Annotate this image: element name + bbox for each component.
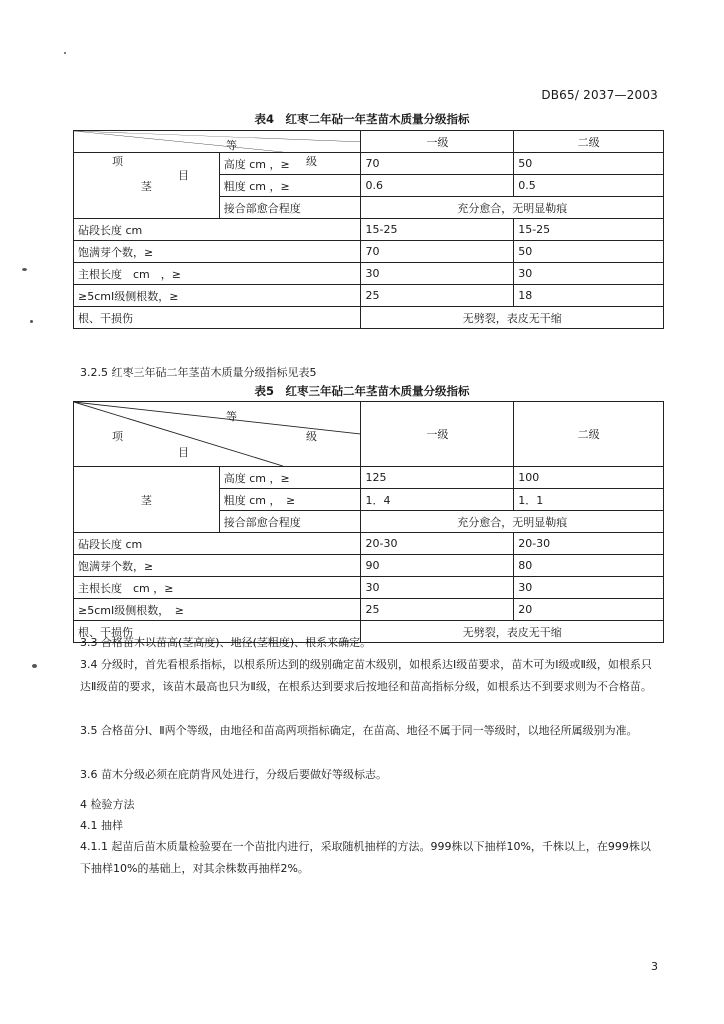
grade1-value: 25 <box>361 599 514 621</box>
table-row <box>74 219 664 241</box>
grade1-value: 90 <box>361 555 514 577</box>
scan-speck <box>64 52 66 54</box>
merged-value: 无劈裂，表皮无干缩 <box>361 307 664 329</box>
header-grade2: 二级 <box>514 131 664 153</box>
grade1-value: 25 <box>361 285 514 307</box>
grade2-value: 15-25 <box>514 219 664 241</box>
scan-speck <box>30 320 33 323</box>
header-grade1: 一级 <box>361 131 514 153</box>
table5 <box>73 401 664 643</box>
grade1-value: 30 <box>361 263 514 285</box>
grade2-value: 20-30 <box>514 533 664 555</box>
scan-speck <box>22 268 27 271</box>
header-mu: 目 <box>178 446 189 459</box>
scan-speck <box>32 664 37 668</box>
row-label: 根、干损伤 <box>74 621 361 643</box>
section-3-5: 3.5 合格苗分Ⅰ、Ⅱ两个等级，由地径和苗高两项指标确定，在苗高、地径不属于同一等级时，以地径所属级别为准。 <box>80 724 638 737</box>
page-number: 3 <box>651 960 658 973</box>
row-label: 接合部愈合程度 <box>219 197 361 219</box>
row-label: 根、干损伤 <box>74 307 361 329</box>
header-grade2: 二级 <box>514 402 664 467</box>
grade1-value: 15-25 <box>361 219 514 241</box>
table4 <box>73 130 664 329</box>
grade1-value: 30 <box>361 577 514 599</box>
grade2-value: 50 <box>514 241 664 263</box>
document-code: DB65/ 2037—2003 <box>541 88 658 102</box>
section-4-1-1: 4.1.1 起苗后苗木质量检验要在一个苗批内进行，采取随机抽样的方法。999株以下抽样10%，千株以上，在999株以下抽样10%的基础上，对其余株数再抽样2%。 <box>80 840 651 875</box>
row-label: 主根长度 cm ，≥ <box>74 263 361 285</box>
header-deng: 等 <box>226 410 237 423</box>
header-grade1: 一级 <box>361 402 514 467</box>
row-label: 砧段长度 cm <box>74 219 361 241</box>
row-label: 高度 cm ，≥ <box>219 467 361 489</box>
table4-title: 表4 红枣二年砧一年茎苗木质量分级指标 <box>254 112 470 126</box>
grade2-value: 1．1 <box>514 489 664 511</box>
grade1-value: 1．4 <box>361 489 514 511</box>
table-row <box>74 241 664 263</box>
section-3-4: 3.4 分级时，首先看根系指标，以根系所达到的级别确定苗木级别，如根系达Ⅰ级苗要求，苗木可为Ⅰ级或Ⅱ级，如根系只达Ⅱ级苗的要求，该苗木最高也只为Ⅱ级，在根系达到要求后按地径和苗高指标分级，如根系达不到要求则为不合格苗。 <box>80 658 652 693</box>
section-4-1-heading: 4.1 抽样 <box>80 819 123 832</box>
row-label: 接合部愈合程度 <box>219 511 361 533</box>
grade2-value: 80 <box>514 555 664 577</box>
merged-value: 充分愈合，无明显勒痕 <box>361 197 664 219</box>
row-label: 粗度 cm ，≥ <box>219 175 361 197</box>
grade2-value: 100 <box>514 467 664 489</box>
section-3-2-5: 3.2.5 红枣三年砧二年茎苗木质量分级指标见表5 <box>80 366 317 379</box>
diagonal-header-cell <box>74 402 361 467</box>
grade2-value: 20 <box>514 599 664 621</box>
diagonal-lines <box>74 131 360 152</box>
header-xiang: 项 <box>112 155 123 168</box>
table-row <box>74 555 664 577</box>
grade1-value: 70 <box>361 241 514 263</box>
table5-title: 表5 红枣三年砧二年茎苗木质量分级指标 <box>254 384 470 398</box>
grade2-value: 18 <box>514 285 664 307</box>
table-row <box>74 599 664 621</box>
row-label: 高度 cm ，≥ <box>219 153 361 175</box>
grade1-value: 0.6 <box>361 175 514 197</box>
table-header-row <box>74 402 664 467</box>
table-row <box>74 467 664 489</box>
row-label: 主根长度 cm ，≥ <box>74 577 361 599</box>
row-label: ≥5cmⅠ级侧根数，≥ <box>74 285 361 307</box>
header-mu: 目 <box>178 169 189 182</box>
header-deng: 等 <box>226 139 237 152</box>
header-ji: 级 <box>306 155 317 168</box>
grade1-value: 125 <box>361 467 514 489</box>
stem-label: 茎 <box>74 467 220 533</box>
grade2-value: 30 <box>514 577 664 599</box>
row-label: 粗度 cm ， ≥ <box>219 489 361 511</box>
table-row <box>74 307 664 329</box>
section-4-heading: 4 检验方法 <box>80 798 135 811</box>
grade2-value: 0.5 <box>514 175 664 197</box>
table-row <box>74 285 664 307</box>
merged-value: 充分愈合，无明显勒痕 <box>361 511 664 533</box>
header-xiang: 项 <box>112 430 123 443</box>
header-ji: 级 <box>306 430 317 443</box>
row-label: ≥5cmⅠ级侧根数， ≥ <box>74 599 361 621</box>
grade1-value: 20-30 <box>361 533 514 555</box>
table-row <box>74 153 664 175</box>
section-3-6: 3.6 苗木分级必须在庇荫背风处进行，分级后要做好等级标志。 <box>80 768 387 781</box>
table-row <box>74 533 664 555</box>
row-label: 饱满芽个数，≥ <box>74 555 361 577</box>
table-row <box>74 263 664 285</box>
row-label: 砧段长度 cm <box>74 533 361 555</box>
row-label: 饱满芽个数，≥ <box>74 241 361 263</box>
section-3-3: 3.3 合格苗木以苗高(茎高度)、地径(茎粗度)、根系来确定。 <box>80 636 372 649</box>
table-header-row <box>74 131 664 153</box>
merged-value: 无劈裂，表皮无干缩 <box>361 621 664 643</box>
grade1-value: 70 <box>361 153 514 175</box>
grade2-value: 30 <box>514 263 664 285</box>
table-row <box>74 577 664 599</box>
stem-label: 茎 <box>74 153 220 219</box>
grade2-value: 50 <box>514 153 664 175</box>
